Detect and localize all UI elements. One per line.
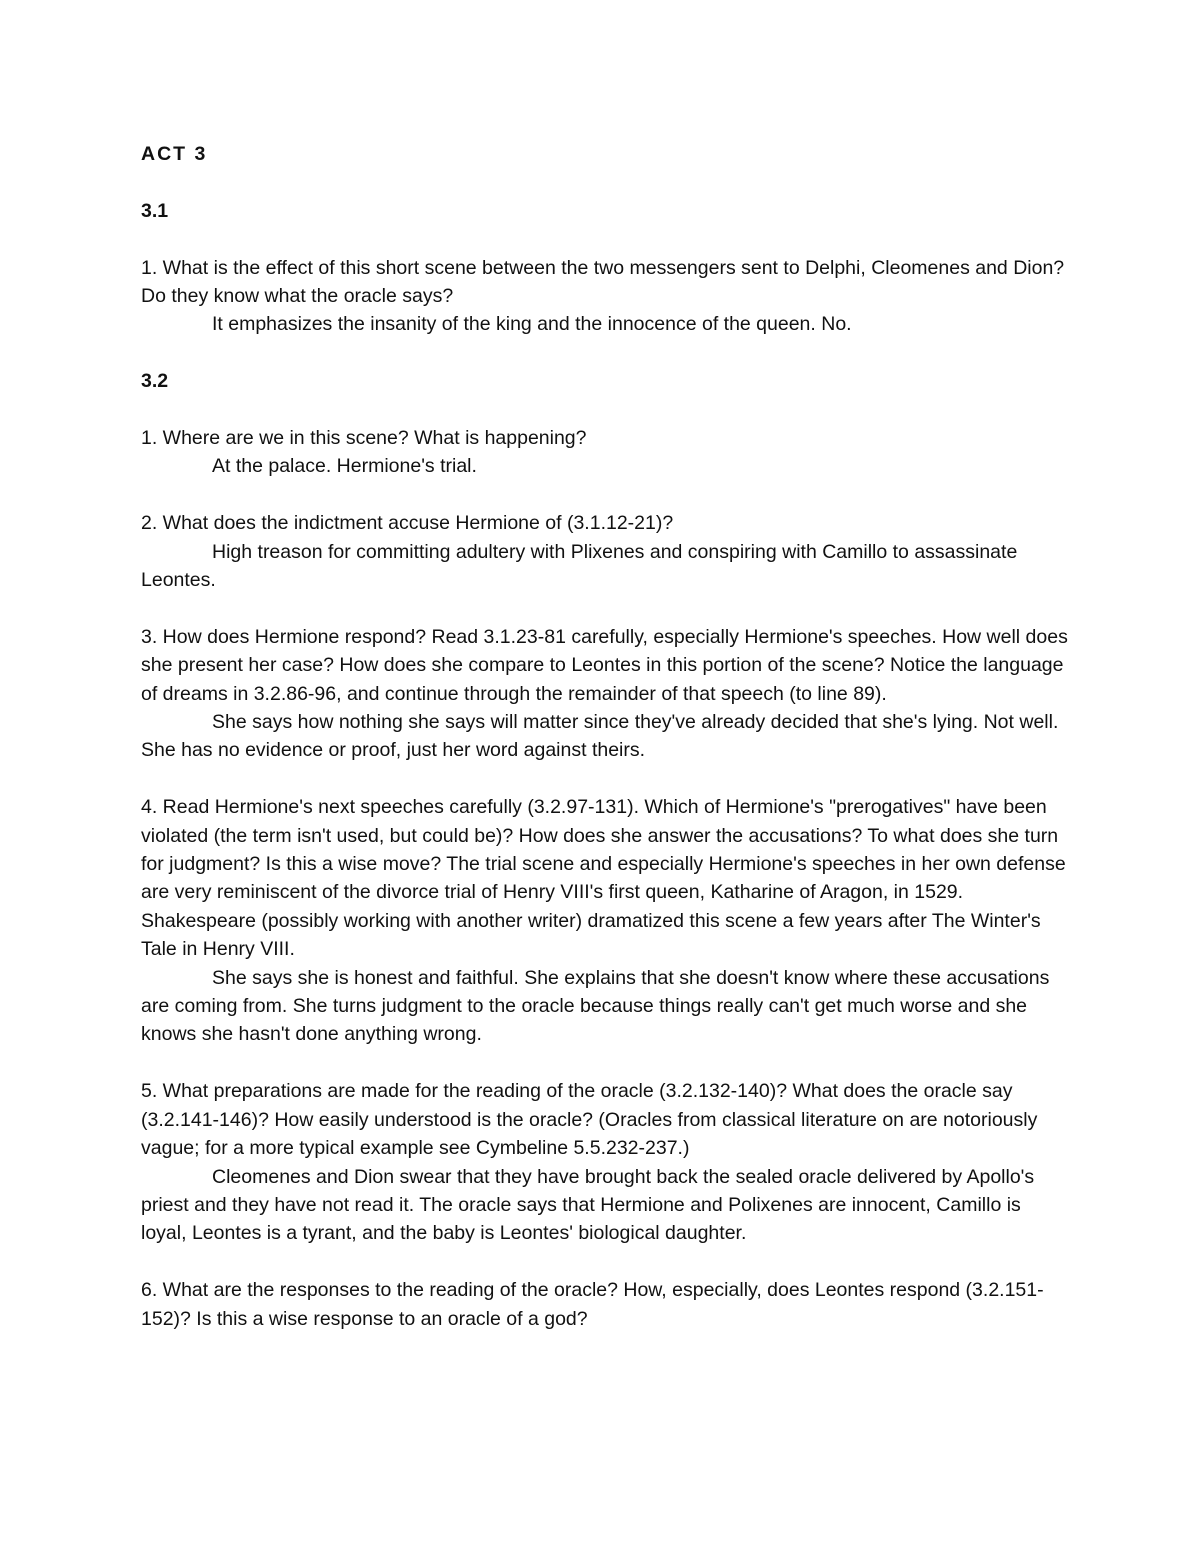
- scene-heading-3-2: 3.2: [141, 370, 169, 393]
- question-item-3-2-6: [141, 1276, 1071, 1333]
- question-item-3-1-1: [141, 254, 1071, 339]
- question-item-3-2-4: [141, 793, 1071, 1049]
- question-text: 1. What is the effect of this short scene between the two messengers sent to Delphi, Cleomenes and Dion? Do they know what the oracle says?: [141, 256, 1065, 307]
- answer-text: It emphasizes the insanity of the king and the innocence of the queen. No.: [212, 313, 852, 336]
- question-text: 5. What preparations are made for the reading of the oracle (3.2.132-140)? What does the oracle say (3.2.141-146)? How easily understood is the oracle? (Oracles from classical literature on are notoriously vague; for a more typical example see Cymbeline 5.5.232-237.): [141, 1080, 1038, 1160]
- question-text: 1. Where are we in this scene? What is happening?: [141, 427, 587, 449]
- question-item-3-2-5: [141, 1077, 1071, 1247]
- question-text: 3. How does Hermione respond? Read 3.1.23-81 carefully, especially Hermione's speeches. How well does she present her case? How does she compare to Leontes in this portion of the scene? Notice the language of dreams in 3.2.86-96, and continue through the remainder of that speech (to line 89).: [141, 625, 1068, 705]
- act-title: ACT 3: [141, 143, 208, 165]
- question-text: 4. Read Hermione's next speeches carefully (3.2.97-131). Which of Hermione's "prerogatives" have been violated (the term isn't used, but could be)? How does she answer the accusations? To what does she turn for judgment? Is this a wise move? The trial scene and especially Hermione's speeches in her own defense are very reminiscent of the divorce trial of Henry VIII's first queen, Katharine of Aragon, in 1529. Shakespeare (possibly working with another writer) dramatized this scene a few years after The Winter's Tale in Henry VIII.: [141, 796, 1066, 961]
- question-item-3-2-1: [141, 424, 1071, 481]
- answer-text: High treason for committing adultery with Plixenes and conspiring with Camillo to assassinate Leontes.: [141, 540, 1018, 592]
- question-text: 2. What does the indictment accuse Hermione of (3.1.12-21)?: [141, 512, 674, 535]
- answer-text: Cleomenes and Dion swear that they have brought back the sealed oracle delivered by Apollo's priest and they have not read it. The oracle says that Hermione and Polixenes are innocent, Camillo is loyal, Leontes is a tyrant, and the baby is Leontes' biological daughter.: [141, 1165, 1035, 1245]
- answer-text: She says she is honest and faithful. She explains that she doesn't know where these accusations are coming from. She turns judgment to the oracle because things really can't get much worse and she knows she hasn't done anything wrong.: [141, 966, 1050, 1046]
- answer-text: At the palace. Hermione's trial.: [212, 455, 477, 478]
- answer-text: She says how nothing she says will matter since they've already decided that she's lying. Not well. She has no evidence or proof, just her word against theirs.: [141, 711, 1059, 762]
- question-item-3-2-2: [141, 509, 1071, 594]
- question-item-3-2-3: [141, 623, 1071, 765]
- question-text: 6. What are the responses to the reading of the oracle? How, especially, does Leontes respond (3.2.151-152)? Is this a wise response to an oracle of a god?: [141, 1279, 1044, 1330]
- scene-heading-3-1: 3.1: [141, 199, 169, 222]
- document-page: [141, 140, 1071, 1361]
